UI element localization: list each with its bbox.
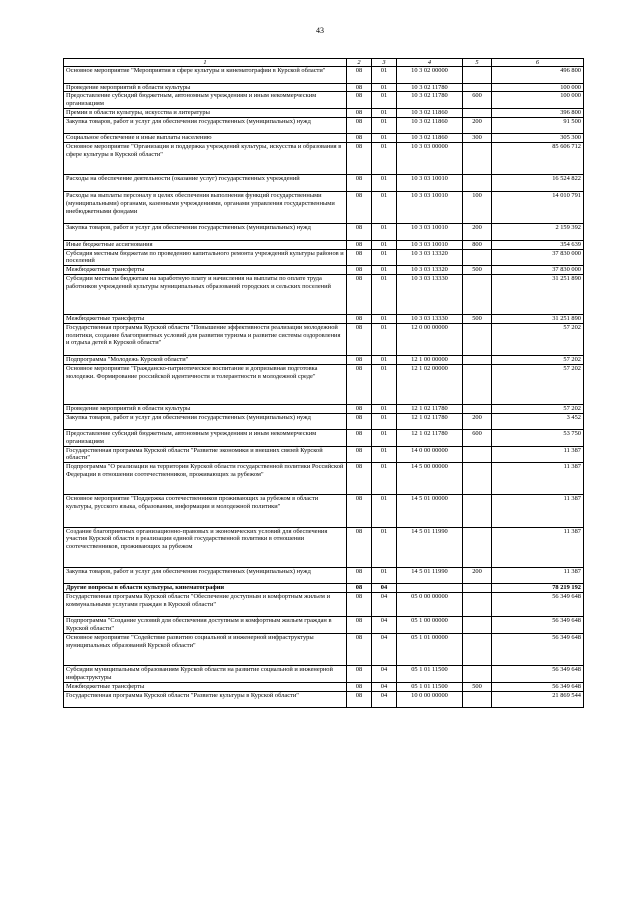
table-row [64, 108, 584, 117]
row-name: Закупка товаров, работ и услуг для обеспечения государственных (муниципальных) нужд [64, 224, 347, 241]
row-name: Предоставление субсидий бюджетным, автономным учреждениям и иным некоммерческим организациям [64, 92, 347, 109]
row-subsection: 01 [372, 83, 397, 92]
row-target-article: 05 0 00 00000 [397, 593, 463, 617]
table-row [64, 191, 584, 223]
row-amount: 78 219 192 [492, 584, 584, 593]
row-section: 08 [347, 240, 372, 249]
row-subsection: 04 [372, 634, 397, 666]
row-target-article: 10 3 02 11780 [397, 83, 463, 92]
row-expense-type [463, 495, 492, 527]
row-expense-type [463, 593, 492, 617]
row-amount: 354 639 [492, 240, 584, 249]
row-subsection: 01 [372, 495, 397, 527]
row-section: 08 [347, 430, 372, 447]
row-name: Проведение мероприятий в области культуры [64, 404, 347, 413]
row-expense-type: 600 [463, 430, 492, 447]
row-amount: 57 202 [492, 364, 584, 404]
row-target-article: 10 3 03 13320 [397, 266, 463, 275]
row-amount: 56 349 648 [492, 593, 584, 617]
row-section: 08 [347, 249, 372, 266]
row-subsection: 01 [372, 134, 397, 143]
row-section: 08 [347, 666, 372, 683]
row-section: 08 [347, 323, 372, 355]
row-expense-type: 200 [463, 117, 492, 134]
row-subsection: 01 [372, 249, 397, 266]
row-section: 08 [347, 108, 372, 117]
row-target-article: 10 3 03 10010 [397, 175, 463, 192]
table-row [64, 446, 584, 463]
row-subsection: 01 [372, 266, 397, 275]
row-target-article: 12 1 02 11780 [397, 430, 463, 447]
row-subsection: 01 [372, 463, 397, 495]
header-target-article: 4 [397, 59, 463, 67]
row-target-article: 10 0 00 00000 [397, 691, 463, 708]
row-name: Закупка товаров, работ и услуг для обеспечения государственных (муниципальных) нужд [64, 567, 347, 584]
row-subsection: 01 [372, 404, 397, 413]
row-expense-type: 200 [463, 413, 492, 430]
row-name: Расходы на выплаты персоналу в целях обеспечения выполнения функций государственными (муниципальными) органами, казенными учреждениями, органами управления государственными внебюджетными фондами [64, 191, 347, 223]
row-name: Основное мероприятие "Поддержка соотечественников проживающих за рубежом в области культуры, русского языка, образования, информации и молодежной политики" [64, 495, 347, 527]
row-section: 08 [347, 67, 372, 84]
row-name: Государственная программа Курской области "Повышение эффективности реализации молодежной политики, создание благоприятных условий для развития туризма и развитие системы оздоровления и отдыха детей в Курской области" [64, 323, 347, 355]
row-name: Закупка товаров, работ и услуг для обеспечения государственных (муниципальных) нужд [64, 413, 347, 430]
row-expense-type [463, 175, 492, 192]
row-expense-type [463, 364, 492, 404]
row-section: 08 [347, 413, 372, 430]
row-name: Межбюджетные трансферты [64, 314, 347, 323]
row-section: 08 [347, 446, 372, 463]
table-row [64, 430, 584, 447]
row-amount: 11 387 [492, 463, 584, 495]
row-amount: 56 349 648 [492, 634, 584, 666]
row-target-article: 12 1 02 00000 [397, 364, 463, 404]
row-target-article: 12 1 02 11780 [397, 413, 463, 430]
table-row [64, 617, 584, 634]
row-expense-type [463, 355, 492, 364]
row-name: Государственная программа Курской области "Развитие культуры в Курской области" [64, 691, 347, 708]
row-expense-type [463, 691, 492, 708]
row-subsection: 01 [372, 430, 397, 447]
row-amount: 31 251 890 [492, 274, 584, 314]
row-name: Подпрограмма "Создание условий для обеспечения доступным и комфортным жильем граждан в Курской области" [64, 617, 347, 634]
row-amount: 57 202 [492, 323, 584, 355]
row-target-article: 14 5 01 11990 [397, 567, 463, 584]
budget-table [63, 58, 584, 708]
row-expense-type [463, 666, 492, 683]
table-row [64, 117, 584, 134]
row-section: 08 [347, 682, 372, 691]
row-name: Субсидии муниципальным образованиям Курской области на развитие социальной и инженерной инфраструктуры [64, 666, 347, 683]
row-amount: 100 000 [492, 83, 584, 92]
row-subsection: 01 [372, 527, 397, 567]
row-name: Проведение мероприятий в области культуры [64, 83, 347, 92]
row-name: Основное мероприятие "Гражданско-патриотическое воспитание и допризывная подготовка молодежи. Формирование российской идентичности и толерантности в молодежной среде" [64, 364, 347, 404]
row-name: Расходы на обеспечение деятельности (оказание услуг) государственных учреждений [64, 175, 347, 192]
row-amount: 56 349 648 [492, 666, 584, 683]
row-section: 08 [347, 191, 372, 223]
row-expense-type: 300 [463, 134, 492, 143]
row-amount: 56 349 648 [492, 617, 584, 634]
row-target-article: 10 3 03 13320 [397, 249, 463, 266]
table-row [64, 584, 584, 593]
table-row [64, 92, 584, 109]
row-amount: 85 606 712 [492, 143, 584, 175]
row-target-article: 10 3 03 10010 [397, 191, 463, 223]
table-row [64, 495, 584, 527]
table-row [64, 266, 584, 275]
table-row [64, 249, 584, 266]
table-row [64, 274, 584, 314]
row-amount: 11 387 [492, 446, 584, 463]
row-section: 08 [347, 314, 372, 323]
row-expense-type [463, 463, 492, 495]
row-expense-type: 500 [463, 314, 492, 323]
row-amount: 11 387 [492, 495, 584, 527]
row-name: Межбюджетные трансферты [64, 266, 347, 275]
row-expense-type [463, 67, 492, 84]
row-amount: 2 159 392 [492, 224, 584, 241]
row-section: 08 [347, 593, 372, 617]
row-target-article: 10 3 02 11860 [397, 108, 463, 117]
row-name: Государственная программа Курской области "Развитие экономики и внешних связей Курской области" [64, 446, 347, 463]
row-expense-type [463, 143, 492, 175]
row-expense-type [463, 527, 492, 567]
row-expense-type [463, 446, 492, 463]
row-expense-type: 500 [463, 266, 492, 275]
row-section: 08 [347, 567, 372, 584]
row-target-article: 12 1 02 11780 [397, 404, 463, 413]
table-row [64, 224, 584, 241]
page-number: 43 [316, 26, 324, 35]
row-name: Иные бюджетные ассигнования [64, 240, 347, 249]
table-row [64, 404, 584, 413]
row-subsection: 01 [372, 175, 397, 192]
row-target-article: 10 3 02 11780 [397, 92, 463, 109]
row-expense-type [463, 634, 492, 666]
row-amount: 16 524 822 [492, 175, 584, 192]
row-section: 08 [347, 364, 372, 404]
row-target-article [397, 584, 463, 593]
table-row [64, 240, 584, 249]
row-name: Подпрограмма "Молодежь Курской области" [64, 355, 347, 364]
row-name: Субсидии местным бюджетам на заработную плату и начисления на выплаты по оплате труда работников учреждений культуры муниципальных образований городских и сельских поселений [64, 274, 347, 314]
row-section: 08 [347, 83, 372, 92]
row-amount: 496 800 [492, 67, 584, 84]
row-section: 08 [347, 117, 372, 134]
row-target-article: 14 5 00 00000 [397, 463, 463, 495]
row-subsection: 01 [372, 274, 397, 314]
table-row [64, 314, 584, 323]
row-target-article: 10 3 02 11860 [397, 117, 463, 134]
row-amount: 100 000 [492, 92, 584, 109]
row-name: Основное мероприятие "Содействие развитию социальной и инженерной инфраструктуры муниципальных образований Курской области" [64, 634, 347, 666]
row-expense-type: 500 [463, 682, 492, 691]
row-section: 08 [347, 634, 372, 666]
row-target-article: 05 1 01 11500 [397, 682, 463, 691]
row-section: 08 [347, 266, 372, 275]
row-section: 08 [347, 617, 372, 634]
header-amount: 6 [492, 59, 584, 67]
row-target-article: 10 3 02 00000 [397, 67, 463, 84]
row-subsection: 01 [372, 355, 397, 364]
row-name: Премии в области культуры, искусства и литературы [64, 108, 347, 117]
row-subsection: 01 [372, 117, 397, 134]
row-amount: 3 452 [492, 413, 584, 430]
row-section: 08 [347, 224, 372, 241]
row-name: Закупка товаров, работ и услуг для обеспечения государственных (муниципальных) нужд [64, 117, 347, 134]
table-row [64, 567, 584, 584]
table-row [64, 691, 584, 708]
table-row [64, 175, 584, 192]
row-subsection: 04 [372, 666, 397, 683]
row-subsection: 01 [372, 240, 397, 249]
row-section: 08 [347, 404, 372, 413]
row-subsection: 01 [372, 413, 397, 430]
row-target-article: 10 3 03 00000 [397, 143, 463, 175]
row-target-article: 10 3 03 10010 [397, 240, 463, 249]
row-amount: 396 800 [492, 108, 584, 117]
row-subsection: 04 [372, 593, 397, 617]
row-amount: 305 300 [492, 134, 584, 143]
row-subsection: 01 [372, 191, 397, 223]
table-row [64, 83, 584, 92]
row-amount: 57 202 [492, 355, 584, 364]
row-subsection: 01 [372, 364, 397, 404]
row-section: 08 [347, 527, 372, 567]
header-expense-type: 5 [463, 59, 492, 67]
row-name: Создание благоприятных организационно-правовых и экономических условий для обеспечения участия Курской области в реализации единой государственной политики в отношении соотечественников, проживающих за рубежом [64, 527, 347, 567]
table-row [64, 463, 584, 495]
table-row [64, 355, 584, 364]
row-expense-type: 800 [463, 240, 492, 249]
table-row [64, 134, 584, 143]
row-amount: 57 202 [492, 404, 584, 413]
row-name: Другие вопросы в области культуры, кинематографии [64, 584, 347, 593]
row-subsection: 01 [372, 67, 397, 84]
row-target-article: 14 5 01 11990 [397, 527, 463, 567]
row-expense-type [463, 404, 492, 413]
header-subsection: 3 [372, 59, 397, 67]
table-row [64, 666, 584, 683]
row-subsection: 01 [372, 323, 397, 355]
row-section: 08 [347, 143, 372, 175]
row-section: 08 [347, 584, 372, 593]
row-expense-type [463, 584, 492, 593]
row-subsection: 01 [372, 224, 397, 241]
row-name: Государственная программа Курской области "Обеспечение доступным и комфортным жильем и коммунальными услугами граждан в Курской области" [64, 593, 347, 617]
row-expense-type: 200 [463, 567, 492, 584]
row-amount: 37 830 000 [492, 249, 584, 266]
row-name: Предоставление субсидий бюджетным, автономным учреждениям и иным некоммерческим организациям [64, 430, 347, 447]
row-amount: 21 869 544 [492, 691, 584, 708]
table-row [64, 634, 584, 666]
row-target-article: 10 3 03 13330 [397, 314, 463, 323]
row-target-article: 05 1 01 11500 [397, 666, 463, 683]
row-amount: 11 387 [492, 567, 584, 584]
row-target-article: 10 3 02 11860 [397, 134, 463, 143]
row-subsection: 04 [372, 691, 397, 708]
table-row [64, 413, 584, 430]
row-name: Основное мероприятие "Организация и поддержка учреждений культуры, искусства и образования в сфере культуры в Курской области" [64, 143, 347, 175]
row-subsection: 01 [372, 567, 397, 584]
row-name: Межбюджетные трансферты [64, 682, 347, 691]
table-row [64, 143, 584, 175]
row-target-article: 10 3 03 13330 [397, 274, 463, 314]
row-subsection: 01 [372, 92, 397, 109]
row-section: 08 [347, 134, 372, 143]
row-subsection: 04 [372, 682, 397, 691]
row-section: 08 [347, 355, 372, 364]
row-name: Социальное обеспечение и иные выплаты населению [64, 134, 347, 143]
row-target-article: 05 1 00 00000 [397, 617, 463, 634]
row-subsection: 01 [372, 314, 397, 323]
row-expense-type [463, 83, 492, 92]
header-section: 2 [347, 59, 372, 67]
table-row [64, 323, 584, 355]
table-row [64, 527, 584, 567]
row-expense-type [463, 108, 492, 117]
row-subsection: 04 [372, 617, 397, 634]
row-target-article: 12 1 00 00000 [397, 355, 463, 364]
table-row [64, 682, 584, 691]
row-target-article: 10 3 03 10010 [397, 224, 463, 241]
row-amount: 14 010 791 [492, 191, 584, 223]
row-name: Основное мероприятие "Мероприятия в сфере культуры и кинематографии в Курской области" [64, 67, 347, 84]
row-section: 08 [347, 92, 372, 109]
row-expense-type [463, 249, 492, 266]
row-section: 08 [347, 175, 372, 192]
row-target-article: 14 0 00 00000 [397, 446, 463, 463]
header-name: 1 [64, 59, 347, 67]
row-amount: 91 500 [492, 117, 584, 134]
row-section: 08 [347, 495, 372, 527]
row-subsection: 04 [372, 584, 397, 593]
row-subsection: 01 [372, 446, 397, 463]
row-expense-type: 100 [463, 191, 492, 223]
row-expense-type [463, 617, 492, 634]
row-amount: 53 750 [492, 430, 584, 447]
row-subsection: 01 [372, 108, 397, 117]
table-row [64, 364, 584, 404]
row-section: 08 [347, 691, 372, 708]
row-expense-type: 200 [463, 224, 492, 241]
row-amount: 37 830 000 [492, 266, 584, 275]
row-subsection: 01 [372, 143, 397, 175]
row-target-article: 12 0 00 00000 [397, 323, 463, 355]
row-name: Подпрограмма "О реализации на территории Курской области государственной политики Российской Федерации в отношении соотечественников, проживающих за рубежом" [64, 463, 347, 495]
row-expense-type [463, 274, 492, 314]
row-expense-type: 600 [463, 92, 492, 109]
row-name: Субсидия местным бюджетам по проведению капитального ремонта учреждений культуры районов и поселений [64, 249, 347, 266]
row-amount: 56 349 648 [492, 682, 584, 691]
row-expense-type [463, 323, 492, 355]
table-row [64, 67, 584, 84]
row-amount: 11 387 [492, 527, 584, 567]
row-section: 08 [347, 274, 372, 314]
table-row [64, 593, 584, 617]
row-amount: 31 251 890 [492, 314, 584, 323]
table-header-row [64, 59, 584, 67]
row-section: 08 [347, 463, 372, 495]
row-target-article: 14 5 01 00000 [397, 495, 463, 527]
row-target-article: 05 1 01 00000 [397, 634, 463, 666]
